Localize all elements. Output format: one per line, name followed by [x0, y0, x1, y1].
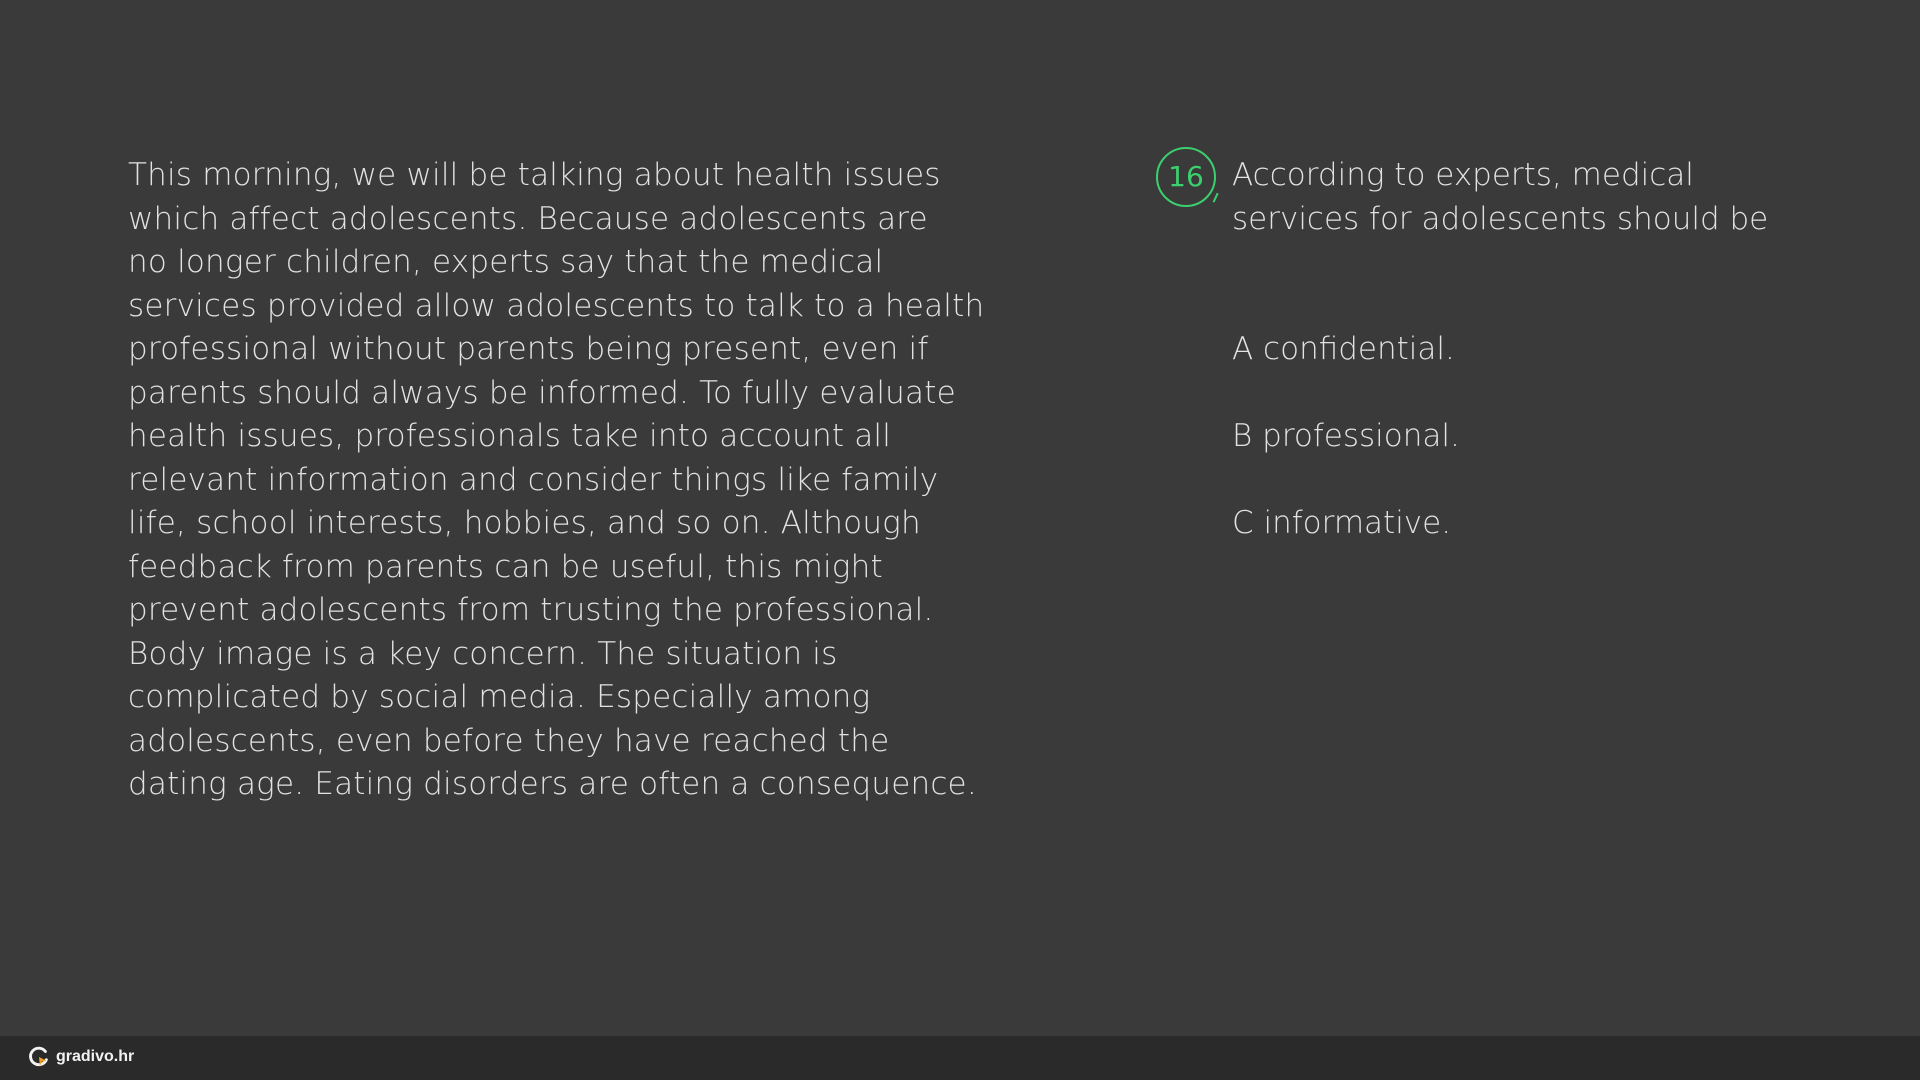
- passage-line: professional without parents being present, even if: [128, 331, 929, 367]
- question-line: services for adolescents should be: [1232, 200, 1769, 237]
- passage-line: no longer children, experts say that the medical: [128, 244, 884, 280]
- passage-line: This morning, we will be talking about health issues: [128, 157, 941, 193]
- gradivo-logo-icon: [28, 1046, 50, 1068]
- option-a[interactable]: A confidential.: [1232, 331, 1455, 367]
- passage-line: complicated by social media. Especially among: [128, 679, 871, 715]
- passage-line: Body image is a key concern. The situation is: [128, 635, 838, 672]
- passage-line: services provided allow adolescents to talk to a health: [128, 287, 985, 324]
- passage-line: health issues, professionals take into account all: [128, 418, 892, 454]
- badge-tail-decoration: [1205, 189, 1218, 202]
- passage-line: dating age. Eating disorders are often a consequence.: [128, 766, 977, 802]
- option-c[interactable]: C informative.: [1232, 505, 1452, 541]
- brand-name: gradivo.hr: [56, 1048, 135, 1065]
- brand[interactable]: [28, 1046, 134, 1068]
- option-b[interactable]: B professional.: [1232, 418, 1460, 454]
- question-number: 16: [1168, 160, 1204, 193]
- passage-line: feedback from parents can be useful, this might: [128, 548, 883, 585]
- passage-line: parents should always be informed. To fully evaluate: [128, 374, 956, 411]
- question-line: According to experts, medical: [1232, 157, 1694, 193]
- passage-line: relevant information and consider things like family: [128, 461, 939, 498]
- passage-line: life, school interests, hobbies, and so on. Although: [128, 505, 921, 541]
- passage-line: adolescents, even before they have reached the: [128, 722, 890, 759]
- passage-line: prevent adolescents from trusting the professional.: [128, 592, 934, 628]
- question-number-badge: [1156, 147, 1216, 207]
- listening-passage: [128, 154, 985, 807]
- passage-line: which affect adolescents. Because adolescents are: [128, 200, 928, 237]
- footer-bar: [0, 1036, 1920, 1080]
- question-text: [1232, 154, 1852, 241]
- answer-options: [1232, 328, 1460, 589]
